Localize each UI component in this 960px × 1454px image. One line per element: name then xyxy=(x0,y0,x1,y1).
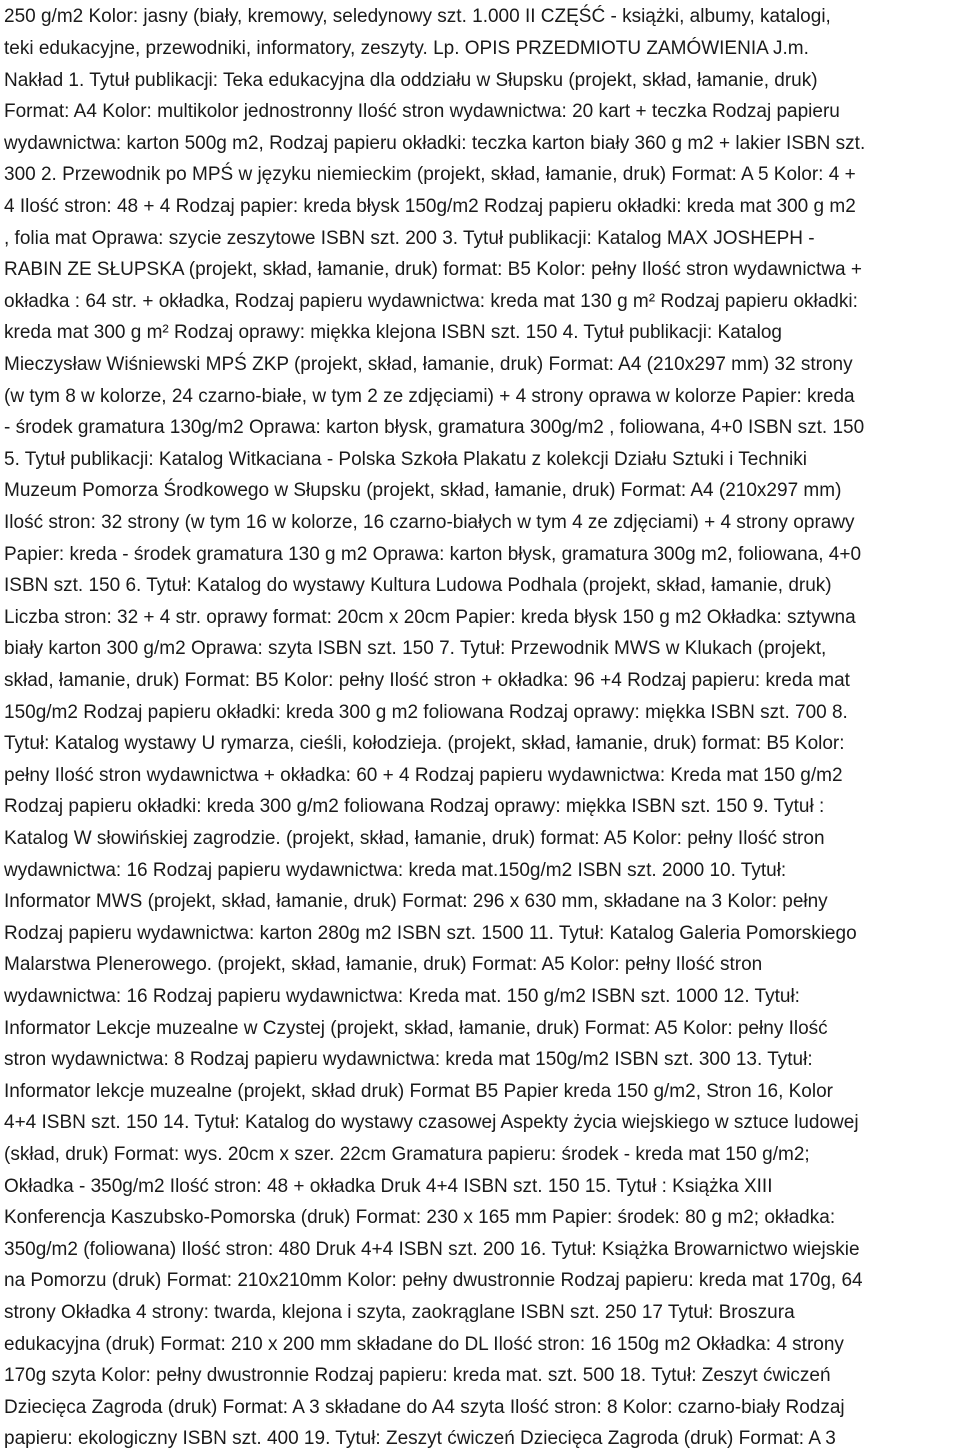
text-line: wydawnictwa: 16 Rodzaj papieru wydawnictwa: kreda mat.150g/m2 ISBN szt. 2000 10. Tytuł: xyxy=(4,860,787,881)
text-line: 350g/m2 (foliowana) Ilość stron: 480 Druk 4+4 ISBN szt. 200 16. Tytuł: Książka Browarnictwo wiejskie xyxy=(4,1239,860,1260)
text-line: Malarstwa Plenerowego. (projekt, skład, łamanie, druk) Format: A5 Kolor: pełny Ilość stron xyxy=(4,954,763,975)
text-line: 4 Ilość stron: 48 + 4 Rodzaj papier: kreda błysk 150g/m2 Rodzaj papieru okładki: kreda mat 300 g m2 xyxy=(4,196,856,217)
text-line: Rodzaj papieru wydawnictwa: karton 280g m2 ISBN szt. 1500 11. Tytuł: Katalog Galeria Pomorskiego xyxy=(4,923,857,944)
text-line: Ilość stron: 32 strony (w tym 16 w kolorze, 16 czarno-białych w tym 4 ze zdjęciami) + 4 strony oprawy xyxy=(4,512,855,533)
text-line: ISBN szt. 150 6. Tytuł: Katalog do wystawy Kultura Ludowa Podhala (projekt, skład, łamanie, druk) xyxy=(4,575,832,596)
text-line: 250 g/m2 Kolor: jasny (biały, kremowy, seledynowy szt. 1.000 II CZĘŚĆ - książki, albumy, katalogi, xyxy=(4,6,831,27)
text-line: RABIN ZE SŁUPSKA (projekt, skład, łamanie, druk) format: B5 Kolor: pełny Ilość stron wydawnictwa + xyxy=(4,259,862,280)
text-line: Dziecięca Zagroda (druk) Format: A 3 składane do A4 szyta Ilość stron: 8 Kolor: czarno-biały Rodzaj xyxy=(4,1397,845,1418)
text-line: Katalog W słowińskiej zagrodzie. (projekt, skład, łamanie, druk) format: A5 Kolor: pełny Ilość stron xyxy=(4,828,825,849)
text-line: Nakład 1. Tytuł publikacji: Teka edukacyjna dla oddziału w Słupsku (projekt, skład, łamanie, druk) xyxy=(4,70,818,91)
text-line: Liczba stron: 32 + 4 str. oprawy format: 20cm x 20cm Papier: kreda błysk 150 g m2 Okładka: sztywna xyxy=(4,607,856,628)
text-line: biały karton 300 g/m2 Oprawa: szyta ISBN szt. 150 7. Tytuł: Przewodnik MWS w Klukach (projekt, xyxy=(4,638,827,659)
text-line: na Pomorzu (druk) Format: 210x210mm Kolor: pełny dwustronnie Rodzaj papieru: kreda mat 170g, 64 xyxy=(4,1270,863,1291)
text-line: Mieczysław Wiśniewski MPŚ ZKP (projekt, skład, łamanie, druk) Format: A4 (210x297 mm) 32 strony xyxy=(4,354,853,375)
text-line: Informator lekcje muzealne (projekt, skład druk) Format B5 Papier kreda 150 g/m2, Stron 16, Kolor xyxy=(4,1081,833,1102)
text-line: Rodzaj papieru okładki: kreda 300 g/m2 foliowana Rodzaj oprawy: miękka ISBN szt. 150 9. Tytuł : xyxy=(4,796,825,817)
text-line: Konferencja Kaszubsko-Pomorska (druk) Format: 230 x 165 mm Papier: środek: 80 g m2; okładka: xyxy=(4,1207,836,1228)
text-line: edukacyjna (druk) Format: 210 x 200 mm składane do DL Ilość stron: 16 150g m2 Okładka: 4 strony xyxy=(4,1334,844,1355)
text-line: stron wydawnictwa: 8 Rodzaj papieru wydawnictwa: kreda mat 150g/m2 ISBN szt. 300 13. Tytuł: xyxy=(4,1049,813,1070)
text-line: wydawnictwa: 16 Rodzaj papieru wydawnictwa: Kreda mat. 150 g/m2 ISBN szt. 1000 12. Tytuł: xyxy=(4,986,800,1007)
text-line: pełny Ilość stron wydawnictwa + okładka: 60 + 4 Rodzaj papieru wydawnictwa: Kreda mat 150 g/m2 xyxy=(4,765,843,786)
text-line: Muzeum Pomorza Środkowego w Słupsku (projekt, skład, łamanie, druk) Format: A4 (210x297 mm) xyxy=(4,480,842,501)
text-line: wydawnictwa: karton 500g m2, Rodzaj papieru okładki: teczka karton biały 360 g m2 + lakier ISBN szt. xyxy=(4,133,866,154)
text-line: (skład, druk) Format: wys. 20cm x szer. 22cm Gramatura papieru: środek - kreda mat 150 g/m2; xyxy=(4,1144,810,1165)
text-line: kreda mat 300 g m² Rodzaj oprawy: miękka klejona ISBN szt. 150 4. Tytuł publikacji: Katalog xyxy=(4,322,782,343)
text-line: 150g/m2 Rodzaj papieru okładki: kreda 300 g m2 foliowana Rodzaj oprawy: miękka ISBN szt. 700 8. xyxy=(4,702,848,723)
text-line: - środek gramatura 130g/m2 Oprawa: karton błysk, gramatura 300g/m2 , foliowana, 4+0 ISBN szt. 150 xyxy=(4,417,865,438)
text-line: okładka : 64 str. + okładka, Rodzaj papieru wydawnictwa: kreda mat 130 g m² Rodzaj papieru okładki: xyxy=(4,291,858,312)
text-line: skład, łamanie, druk) Format: B5 Kolor: pełny Ilość stron + okładka: 96 +4 Rodzaj papieru: kreda mat xyxy=(4,670,850,691)
text-line: strony Okładka 4 strony: twarda, klejona i szyta, zaokrąglane ISBN szt. 250 17 Tytuł: Broszura xyxy=(4,1302,795,1323)
text-line: , folia mat Oprawa: szycie zeszytowe ISBN szt. 200 3. Tytuł publikacji: Katalog MAX JOSHEPH - xyxy=(4,228,815,249)
text-line: teki edukacyjne, przewodniki, informatory, zeszyty. Lp. OPIS PRZEDMIOTU ZAMÓWIENIA J.m. xyxy=(4,38,809,59)
text-line: 300 2. Przewodnik po MPŚ w języku niemieckim (projekt, skład, łamanie, druk) Format: A 5 Kolor: 4 + xyxy=(4,164,856,185)
text-line: (w tym 8 w kolorze, 24 czarno-białe, w tym 2 ze zdjęciami) + 4 strony oprawa w kolorze Papier: kreda xyxy=(4,386,855,407)
text-line: Okładka - 350g/m2 Ilość stron: 48 + okładka Druk 4+4 ISBN szt. 150 15. Tytuł : Książka XIII xyxy=(4,1176,773,1197)
text-line: Format: A4 Kolor: multikolor jednostronny Ilość stron wydawnictwa: 20 kart + teczka Rodzaj papieru xyxy=(4,101,840,122)
text-line: Informator MWS (projekt, skład, łamanie, druk) Format: 296 x 630 mm, składane na 3 Kolor: pełny xyxy=(4,891,828,912)
text-line: Tytuł: Katalog wystawy U rymarza, cieśli, kołodzieja. (projekt, skład, łamanie, druk) format: B5 Kolor: xyxy=(4,733,845,754)
text-line: 5. Tytuł publikacji: Katalog Witkaciana - Polska Szkoła Plakatu z kolekcji Działu Sztuki i Techniki xyxy=(4,449,807,470)
text-line: 170g szyta Kolor: pełny dwustronnie Rodzaj papieru: kreda mat. szt. 500 18. Tytuł: Zeszyt ćwiczeń xyxy=(4,1365,831,1386)
text-line: Papier: kreda - środek gramatura 130 g m2 Oprawa: karton błysk, gramatura 300g m2, foliowana, 4+0 xyxy=(4,544,862,565)
text-line: papieru: ekologiczny ISBN szt. 400 19. Tytuł: Zeszyt ćwiczeń Dziecięca Zagroda (druk) Format: A 3 xyxy=(4,1428,836,1449)
text-line: 4+4 ISBN szt. 150 14. Tytuł: Katalog do wystawy czasowej Aspekty życia wiejskiego w sztuce ludowej xyxy=(4,1112,859,1133)
text-line: Informator Lekcje muzealne w Czystej (projekt, skład, łamanie, druk) Format: A5 Kolor: pełny Ilość xyxy=(4,1018,828,1039)
